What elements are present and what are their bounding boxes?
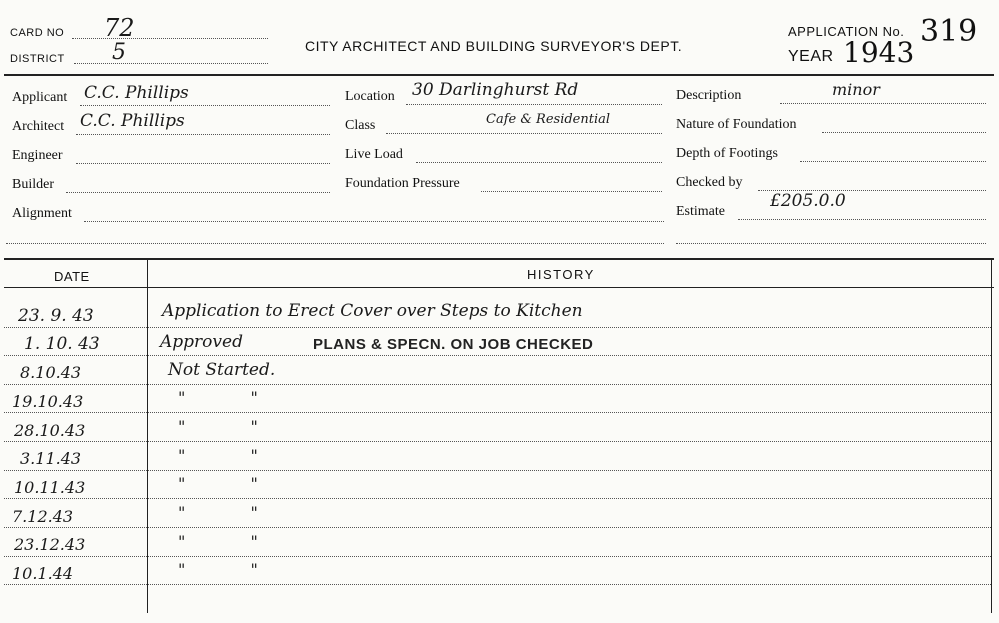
district-label: DISTRICT <box>10 53 65 65</box>
row-date: 28.10.43 <box>14 421 86 440</box>
alignment-label: Alignment <box>12 206 72 221</box>
class-label: Class <box>345 118 376 133</box>
location-label: Location <box>345 89 395 104</box>
estimate-value: £205.0.0 <box>770 191 846 211</box>
architect-label: Architect <box>12 119 65 134</box>
class-value: Cafe & Residential <box>486 112 611 127</box>
row-history: Approved <box>160 332 243 352</box>
row-history: " " <box>178 388 258 407</box>
row-history: " " <box>178 532 258 551</box>
architect-value: C.C. Phillips <box>80 111 185 131</box>
row-history: " " <box>178 474 258 493</box>
row-date: 10.1.44 <box>12 564 74 583</box>
year-label: YEAR <box>788 48 834 65</box>
row-date: 23.12.43 <box>14 535 86 554</box>
row-history: Not Started. <box>168 360 276 380</box>
card-no-value: 72 <box>104 14 135 42</box>
row-date: 10.11.43 <box>14 478 86 497</box>
description-value: minor <box>832 80 880 99</box>
description-label: Description <box>676 88 742 103</box>
nature-of-foundation-label: Nature of Foundation <box>676 117 797 132</box>
applicant-label: Applicant <box>12 90 68 105</box>
row-history: Application to Erect Cover over Steps to Kitchen <box>162 301 583 321</box>
estimate-label: Estimate <box>676 204 725 219</box>
year-value: 1943 <box>843 36 915 69</box>
date-column-header: DATE <box>54 269 90 284</box>
row-date: 19.10.43 <box>12 392 84 411</box>
location-value: 30 Darlinghurst Rd <box>412 80 579 100</box>
row-date: 3.11.43 <box>20 449 82 468</box>
row-date: 8.10.43 <box>20 363 82 382</box>
date-column-divider <box>147 258 148 613</box>
history-column-header: HISTORY <box>527 267 595 282</box>
table-top-rule <box>4 258 994 260</box>
application-no-value: 319 <box>920 14 978 49</box>
table-header-rule <box>4 287 994 288</box>
dept-title: CITY ARCHITECT AND BUILDING SURVEYOR'S DEPT. <box>305 38 683 54</box>
application-no-label: APPLICATION No. <box>788 24 905 39</box>
engineer-label: Engineer <box>12 148 63 163</box>
row-history: " " <box>178 560 258 579</box>
row-history: " " <box>178 503 258 522</box>
depth-of-footings-label: Depth of Footings <box>676 146 778 161</box>
approval-stamp: PLANS & SPECN. ON JOB CHECKED <box>313 336 594 353</box>
row-history: " " <box>178 446 258 465</box>
district-value: 5 <box>112 40 126 65</box>
row-date: 7.12.43 <box>12 507 74 526</box>
live-load-label: Live Load <box>345 147 403 162</box>
applicant-value: C.C. Phillips <box>84 83 189 103</box>
row-history: " " <box>178 417 258 436</box>
header-rule <box>4 74 994 76</box>
foundation-pressure-label: Foundation Pressure <box>345 176 460 191</box>
row-date: 1. 10. 43 <box>24 334 100 354</box>
builder-label: Builder <box>12 177 54 192</box>
row-date: 23. 9. 43 <box>18 306 94 326</box>
card-no-label: CARD NO <box>10 27 65 39</box>
table-right-border <box>991 258 992 613</box>
checked-by-label: Checked by <box>676 175 743 190</box>
